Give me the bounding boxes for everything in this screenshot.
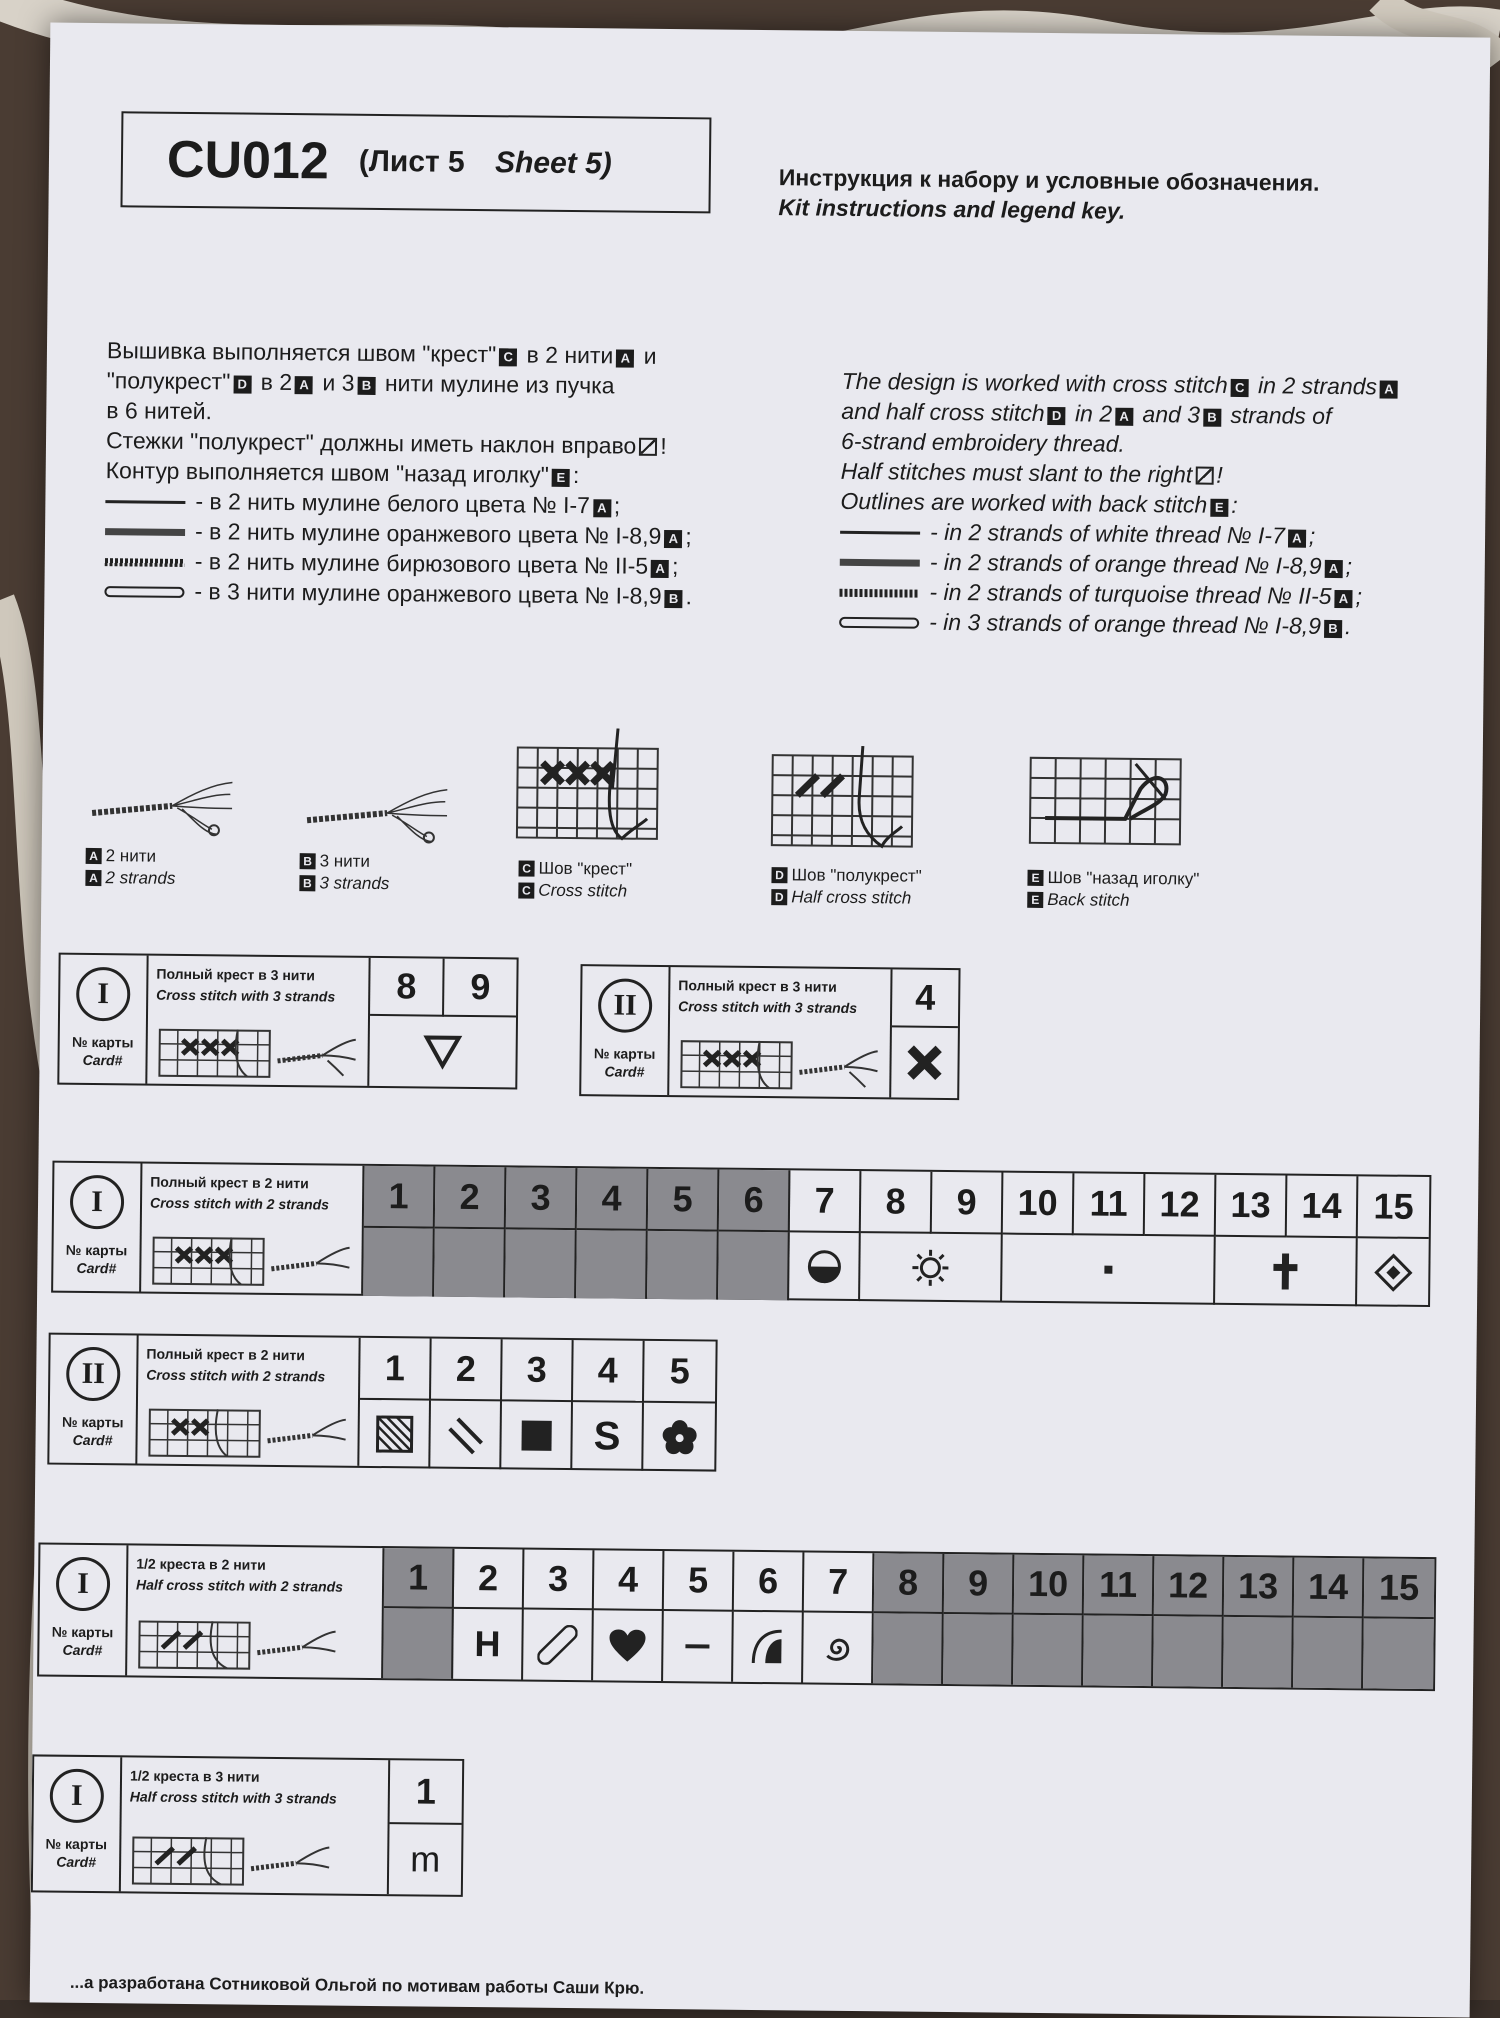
- empty-symbol-cell: [718, 1232, 790, 1301]
- key-c-icon: C: [499, 348, 517, 366]
- caption-c: C Шов "крест" C Cross stitch: [518, 857, 632, 902]
- sun-symbol-icon: [860, 1233, 1003, 1302]
- heading-ru: Инструкция к набору и условные обозначения.: [778, 164, 1320, 196]
- empty-symbol-cell: [434, 1229, 506, 1298]
- thread-3-strands-icon: [297, 770, 448, 852]
- caption-d: D Шов "полукрест" D Half cross stitch: [771, 864, 922, 910]
- card-number-cell: II № карты Card#: [49, 1335, 138, 1464]
- column-number: 14: [1287, 1176, 1359, 1239]
- slant-right-icon: [639, 438, 657, 456]
- column-number: 14: [1294, 1558, 1365, 1619]
- column-number: 7: [804, 1552, 875, 1613]
- column-number: 1: [364, 1166, 436, 1229]
- column-number: 4: [594, 1550, 665, 1611]
- half-circle-symbol-icon: [789, 1232, 861, 1301]
- card-roman-numeral: I: [76, 967, 131, 1022]
- spiral-symbol-icon: [803, 1612, 874, 1683]
- column-number: 8: [861, 1171, 933, 1234]
- key-e-icon: E: [552, 469, 570, 487]
- white-line-icon: [105, 501, 185, 505]
- card-number-cell: I № карты Card#: [33, 1756, 122, 1891]
- table-cross-2-strands-card-1: [51, 1161, 1431, 1307]
- capsule-symbol-icon: [523, 1610, 594, 1681]
- table-half-cross-3-strands: [31, 1754, 464, 1897]
- column-number: 4: [577, 1168, 649, 1231]
- heading-en: Kit instructions and legend key.: [778, 194, 1126, 224]
- column-number: 6: [719, 1170, 791, 1233]
- column-number: 8: [370, 958, 445, 1017]
- stitch-thumbnail-icon: [131, 1831, 332, 1889]
- stitch-thumbnail-icon: [147, 1404, 348, 1462]
- table-cross-3-strands-card-2: [579, 964, 960, 1100]
- column-number: 9: [944, 1554, 1015, 1615]
- column-number: 13: [1224, 1557, 1295, 1618]
- column-number: 9: [932, 1172, 1004, 1235]
- card-number-cell: I № карты Card#: [59, 955, 148, 1084]
- column-number: 8: [874, 1553, 945, 1614]
- heart-symbol-icon: [593, 1610, 664, 1681]
- empty-symbol-cell: [383, 1608, 454, 1679]
- column-number: 12: [1145, 1174, 1217, 1237]
- stitch-thumbnail-icon: [137, 1616, 338, 1674]
- stitch-thumbnail-icon: [151, 1232, 352, 1290]
- double-slash-symbol-icon: [430, 1401, 502, 1470]
- empty-symbol-cell: [1083, 1615, 1154, 1686]
- empty-symbol-cell: [873, 1613, 944, 1684]
- column-number: 5: [648, 1169, 720, 1232]
- column-number: 12: [1154, 1556, 1225, 1617]
- dash-symbol-icon: [663, 1611, 734, 1682]
- column-number: 3: [502, 1339, 574, 1402]
- quarter-shape-symbol-icon: [733, 1612, 804, 1683]
- empty-symbol-cell: [647, 1231, 719, 1300]
- card-number-cell: I № карты Card#: [53, 1163, 142, 1292]
- sheet-number: (Лист 5 Sheet 5): [358, 144, 612, 181]
- column-number: 2: [435, 1167, 507, 1230]
- column-number: 11: [1074, 1173, 1146, 1236]
- empty-symbol-cell: [1363, 1618, 1434, 1689]
- stitch-description: Полный крест в 2 нити Cross stitch with 2 strands: [137, 1336, 360, 1466]
- stitch-description: Полный крест в 2 нити Cross stitch with 2 strands: [141, 1164, 364, 1294]
- h-symbol: H: [453, 1609, 524, 1680]
- empty-symbol-cell: [363, 1228, 435, 1297]
- instruction-sheet: [30, 23, 1491, 2018]
- page-heading: [778, 162, 1319, 228]
- caption-a: A 2 нити A 2 strands: [85, 845, 175, 890]
- key-d-icon: D: [233, 375, 251, 393]
- column-number: 6: [734, 1552, 805, 1613]
- kit-code: CU012: [166, 130, 330, 191]
- column-number: 10: [1014, 1555, 1085, 1616]
- back-stitch-diagram-icon: [1025, 738, 1186, 860]
- key-a-icon: A: [616, 349, 634, 367]
- empty-symbol-cell: [505, 1229, 577, 1298]
- column-number: 15: [1358, 1176, 1430, 1239]
- stitch-description: Полный крест в 3 нити Cross stitch with 3 strands: [669, 967, 892, 1097]
- column-number: 2: [454, 1549, 525, 1610]
- column-number: 11: [1084, 1555, 1155, 1616]
- s-symbol: S: [572, 1402, 644, 1471]
- flower-symbol-icon: [643, 1403, 715, 1472]
- column-number: 3: [524, 1550, 595, 1611]
- title-box: [120, 111, 711, 213]
- empty-symbol-cell: [576, 1230, 648, 1299]
- stitch-thumbnail-icon: [157, 1024, 358, 1082]
- cross-x-symbol-icon: [891, 1027, 958, 1098]
- dot-symbol-icon: [1002, 1235, 1216, 1305]
- instructions-ru: Вышивка выполняется швом "крест" C в 2 нити A и "полукрест" D в 2 A и 3 B нити мулине из пучка в 6 нитей. Стежки "полукрест" должны иметь наклон вправо ! Контур выполняется швом "назад иголку" E : - в 2 нить мулине белого цвета № I-7 A ; - в 2 нить мулине оранжевого цвета № I-8,9 A ; - в 2 нить мулине бирюзового цвета № II-5 A ; - в 3 нити мулине оранжевого цвета № I-8,9 B .: [105, 337, 693, 610]
- m-symbol: m: [409, 1838, 441, 1880]
- triangle-down-symbol-icon: [369, 1016, 516, 1088]
- cross-stitch-diagram-icon: [512, 727, 663, 854]
- column-number: 5: [644, 1341, 716, 1404]
- stitch-thumbnail-icon: [679, 1035, 880, 1093]
- diamond-symbol-icon: [1357, 1238, 1429, 1307]
- column-number: 9: [444, 959, 517, 1018]
- empty-symbol-cell: [1223, 1617, 1294, 1688]
- card-number-cell: I № карты Card#: [39, 1544, 128, 1675]
- turquoise-line-icon: [105, 558, 185, 567]
- key-b-icon: B: [357, 377, 375, 395]
- footer-credit: ...а разработана Сотниковой Ольгой по мотивам работы Саши Крю.: [69, 1972, 645, 1998]
- table-half-cross-2-strands: [37, 1542, 1436, 1691]
- card-number-cell: II № карты Card#: [581, 966, 670, 1095]
- orange-line-icon: [105, 529, 185, 537]
- column-number: 13: [1216, 1175, 1288, 1238]
- column-number: 10: [1003, 1173, 1075, 1236]
- filled-square-symbol-icon: [501, 1401, 573, 1470]
- column-number: 15: [1364, 1558, 1435, 1619]
- column-number: 4: [892, 969, 959, 1028]
- caption-e: E Шов "назад иголку" E Back stitch: [1027, 867, 1199, 913]
- empty-symbol-cell: [1293, 1618, 1364, 1689]
- stitch-description: 1/2 креста в 3 нити Half cross stitch with 3 strands: [121, 1757, 390, 1894]
- empty-symbol-cell: [1013, 1615, 1084, 1686]
- column-number: 2: [431, 1339, 503, 1402]
- half-cross-stitch-diagram-icon: [767, 735, 918, 862]
- table-cross-3-strands-card-1: [57, 953, 518, 1090]
- column-number: 4: [573, 1340, 645, 1403]
- orange-3-line-icon: [104, 587, 184, 599]
- striped-square-symbol-icon: [359, 1400, 431, 1469]
- key-a-icon: A: [295, 376, 313, 394]
- column-number: 5: [664, 1551, 735, 1612]
- stitch-description: Полный крест в 3 нити Cross stitch with 3 strands: [147, 956, 370, 1086]
- column-number: 1: [390, 1760, 463, 1825]
- instructions-en: The design is worked with cross stitch C in 2 strands A and half cross stitch D in 2 A and 3 B strands of 6-strand embroidery thread. Half stitches must slant to the right ! Outlines are worked with back stitch E : - in 2 strands of white thread № I-7 A ; - in 2 strands of orange thread № I-8,9 A ; - in 2 strands of turquoise thread № II-5 A ; - in 3 strands of orange thread № I-8,9 B .: [839, 366, 1401, 642]
- empty-symbol-cell: [943, 1614, 1014, 1685]
- plus-symbol-icon: [1215, 1237, 1358, 1306]
- column-number: 7: [790, 1170, 862, 1233]
- stitch-description: 1/2 креста в 2 нити Half cross stitch with 2 strands: [127, 1545, 384, 1678]
- column-number: 1: [384, 1548, 455, 1609]
- thread-2-strands-icon: [82, 763, 233, 845]
- caption-b: B 3 нити B 3 strands: [299, 850, 389, 895]
- column-number: 3: [506, 1167, 578, 1230]
- column-number: 1: [360, 1338, 432, 1401]
- empty-symbol-cell: [1153, 1616, 1224, 1687]
- table-cross-2-strands-card-2: [47, 1333, 717, 1472]
